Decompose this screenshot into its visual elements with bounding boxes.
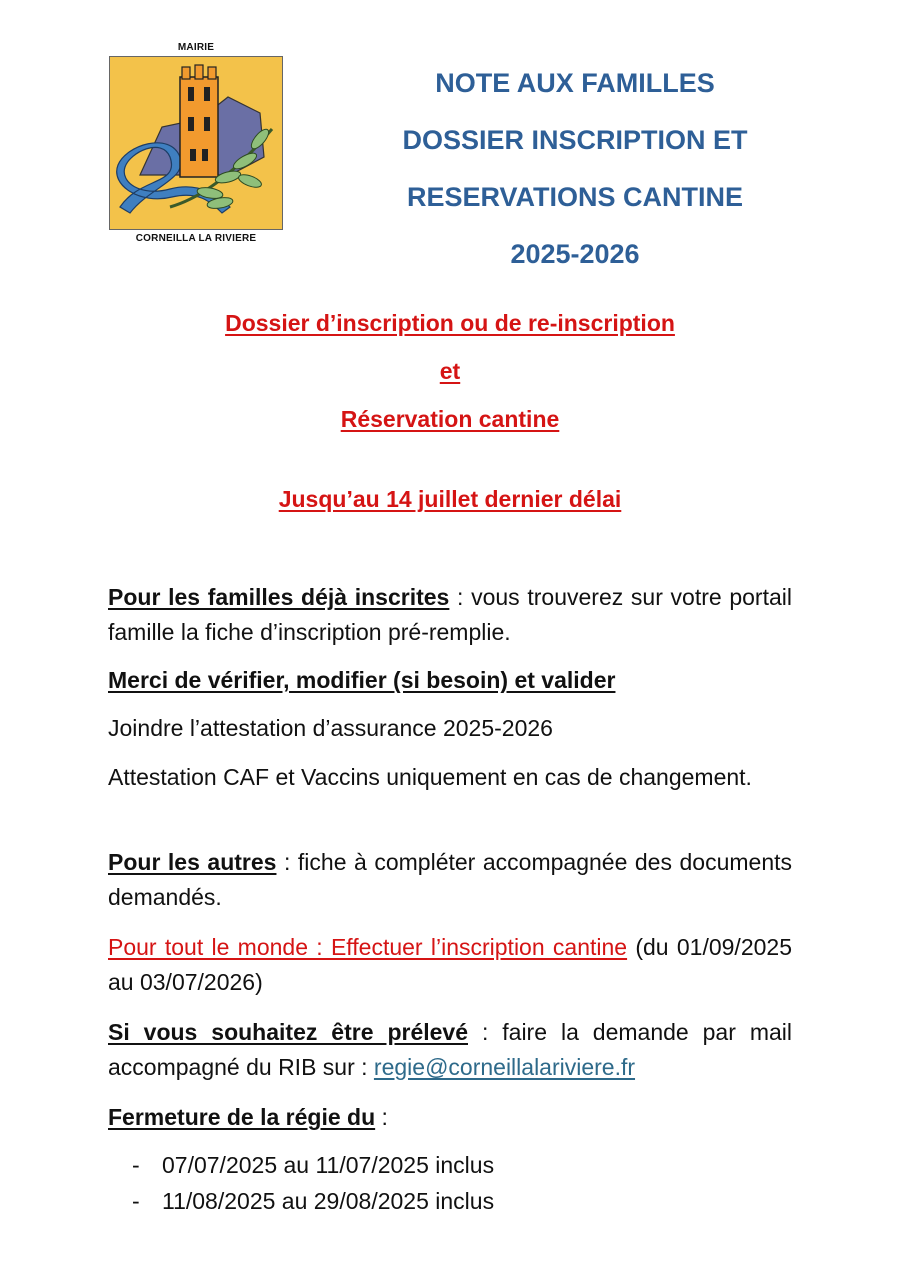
paragraph-inscrites (108, 580, 792, 650)
label-inscrites: Pour les familles déjà inscrites (108, 584, 450, 610)
text-autres: : fiche à compléter accompagnée des documents demandés. (108, 849, 793, 910)
deadline-notice: Jusqu’au 14 juillet dernier délai (278, 486, 622, 512)
title-line: NOTE AUX FAMILLES (435, 68, 715, 98)
title-line: DOSSIER INSCRIPTION ET (402, 125, 748, 155)
list-item (132, 1147, 792, 1183)
paragraph-caf: Attestation CAF et Vaccins uniquement en cas de changement. (108, 764, 752, 790)
regie-email-link[interactable]: regie@corneillalariviere.fr (373, 1054, 636, 1080)
paragraph-assurance: Joindre l’attestation d’assurance 2025-2026 (108, 715, 553, 741)
logo-emblem (109, 56, 283, 230)
label-tout-le-monde: Pour tout le monde : Effectuer l’inscription cantine (108, 934, 628, 960)
closure-date: 11/08/2025 au 29/08/2025 inclus (162, 1188, 495, 1214)
logo-bottom-caption: CORNEILLA LA RIVIERE (135, 233, 257, 244)
headline-dossier: Dossier d’inscription ou de re-inscription (225, 310, 675, 336)
paragraph-verifier (108, 663, 792, 698)
paragraph-prelevement (108, 1015, 792, 1085)
closure-dates-list (132, 1147, 792, 1219)
label-prelevement: Si vous souhaitez être prélevé (108, 1019, 468, 1045)
headline-et: et (439, 358, 461, 384)
title-line: RESERVATIONS CANTINE (406, 182, 744, 212)
text-prelevement: : faire la demande par mail accompagné du RIB sur : (108, 1019, 792, 1080)
text-fermeture: : (375, 1104, 388, 1130)
closure-date: 07/07/2025 au 11/07/2025 inclus (162, 1152, 495, 1178)
text-tout-le-monde: (du 01/09/2025 au 03/07/2026) (108, 934, 792, 995)
title-line: 2025-2026 (510, 239, 640, 269)
text-inscrites: : vous trouverez sur votre portail famille la fiche d’inscription pré-remplie. (108, 584, 792, 645)
paragraph-autres (108, 845, 792, 915)
headline-reservation: Réservation cantine (340, 406, 560, 432)
label-autres: Pour les autres (108, 849, 277, 875)
paragraph-tout-le-monde (108, 930, 792, 1000)
list-dash: - (132, 1188, 140, 1214)
paragraph-fermeture (108, 1100, 792, 1135)
list-item (132, 1183, 792, 1219)
document-title (330, 55, 820, 283)
church-tower-emblem-icon (110, 57, 282, 229)
label-verifier: Merci de vérifier, modifier (si besoin) et valider (108, 667, 616, 693)
mairie-logo (108, 42, 284, 244)
list-dash: - (132, 1152, 140, 1178)
label-fermeture: Fermeture de la régie du (108, 1104, 376, 1130)
logo-top-caption: MAIRIE (177, 42, 215, 53)
